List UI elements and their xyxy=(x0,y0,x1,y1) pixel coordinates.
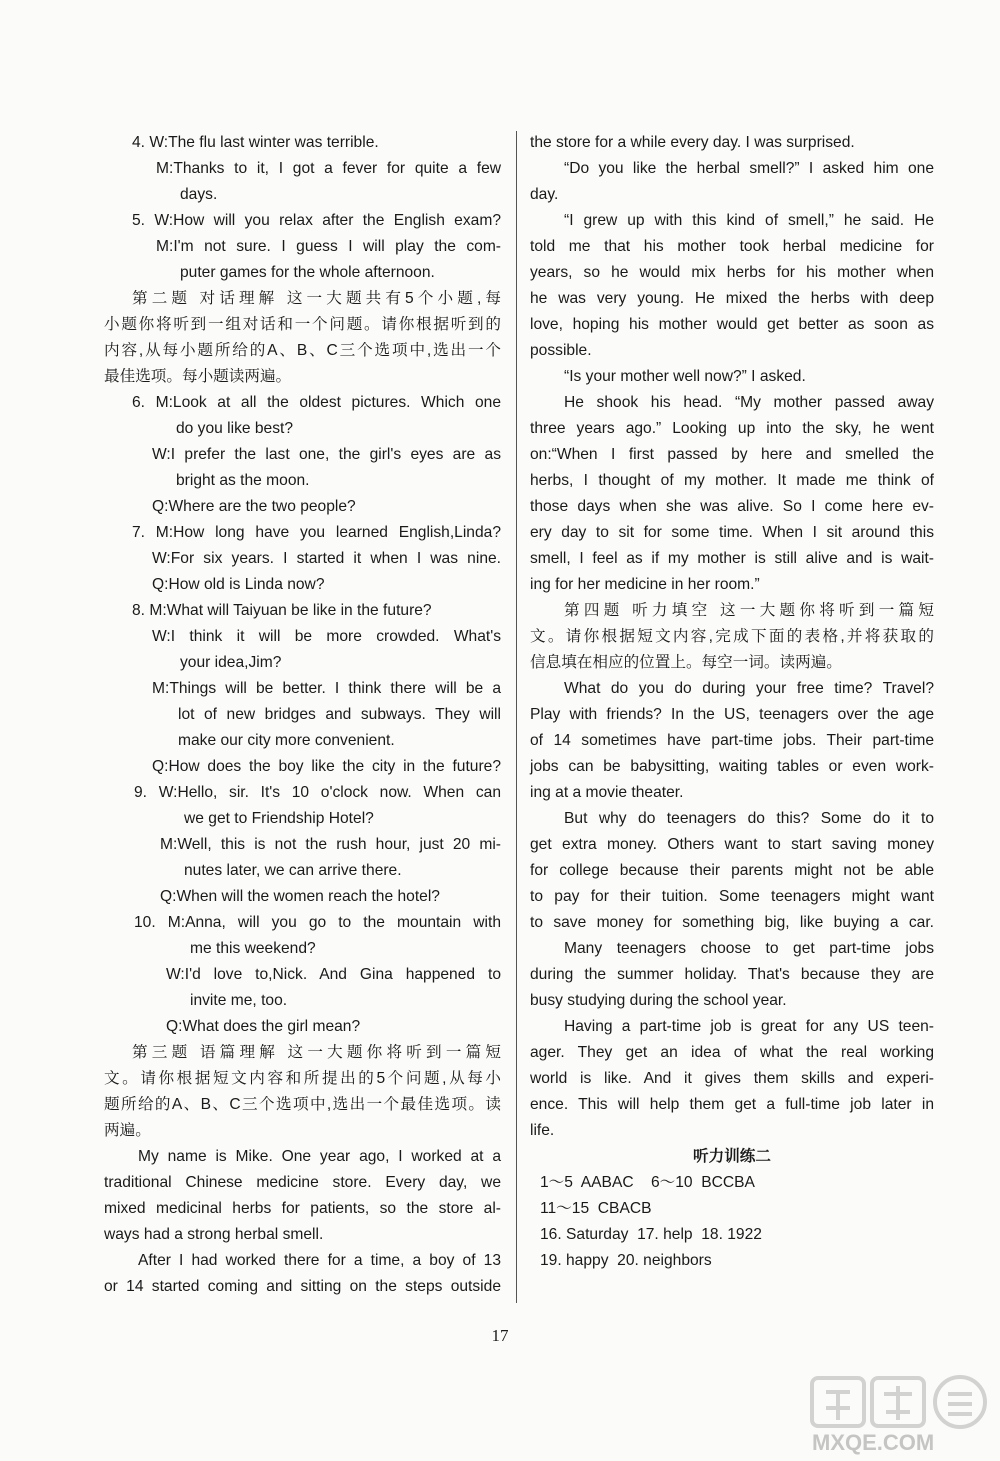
text-line: Q:What does the girl mean? xyxy=(166,1018,361,1035)
text-line: 最佳选项。每小题读两遍。 xyxy=(104,368,292,385)
text-line: 文。请你根据短文内容,完成下面的表格,并将获取的 xyxy=(530,628,934,645)
text-line: for college because their parents might not be able xyxy=(530,862,934,879)
text-line: 19. happy 20. neighbors xyxy=(540,1252,712,1269)
text-line: 两遍。 xyxy=(104,1122,151,1139)
text-line: 题所给的A、B、C三个选项中,选出一个最佳选项。读 xyxy=(104,1096,501,1113)
text-line: “I grew up with this kind of smell,” he said. He xyxy=(564,212,934,229)
text-line: 听力训练二 xyxy=(693,1148,771,1165)
text-line: M:Well, this is not the rush hour, just 20 mi- xyxy=(160,836,501,853)
text-line: or 14 started coming and sitting on the steps outside xyxy=(104,1278,501,1295)
text-line: your idea,Jim? xyxy=(180,654,282,671)
text-line: we get to Friendship Hotel? xyxy=(184,810,374,827)
text-line: herbs, I thought of my mother. It made me think of xyxy=(530,472,934,489)
text-line: 5. W:How will you relax after the English exam? xyxy=(132,212,501,229)
text-line: ence. This will help them get a full-time job later in xyxy=(530,1096,934,1113)
text-line: 6. M:Look at all the oldest pictures. Which one xyxy=(132,394,501,411)
text-line: Q:How old is Linda now? xyxy=(152,576,325,593)
text-line: ing at a movie theater. xyxy=(530,784,684,801)
text-line: to save money for something big, like buying a car. xyxy=(530,914,934,931)
text-line: 第二题 对话理解 这一大题共有5个小题,每 xyxy=(132,290,501,307)
text-line: 文。请你根据短文内容和所提出的5个问题,从每小 xyxy=(104,1070,501,1087)
text-line: busy studying during the school year. xyxy=(530,992,787,1009)
text-line: day. xyxy=(530,186,559,203)
text-line: 内容,从每小题所给的A、B、C三个选项中,选出一个 xyxy=(104,342,501,359)
text-line: during the summer holiday. That's because they are xyxy=(530,966,934,983)
text-line: he was very young. He mixed the herbs with deep xyxy=(530,290,934,307)
text-line: “Is your mother well now?” I asked. xyxy=(564,368,806,385)
text-line: 4. W:The flu last winter was terrible. xyxy=(132,134,379,151)
text-line: 8. M:What will Taiyuan be like in the future? xyxy=(132,602,432,619)
watermark-url: MXQE.COM xyxy=(812,1430,935,1455)
text-line: My name is Mike. One year ago, I worked at a xyxy=(138,1148,501,1165)
text-line: “Do you like the herbal smell?” I asked him one xyxy=(564,160,934,177)
text-line: 1～5 AABAC 6～10 BCCBA xyxy=(540,1174,755,1191)
text-line: those days when she was alive. So I come here ev- xyxy=(530,498,934,515)
text-line: three years ago.” Looking up into the sky, he went xyxy=(530,420,934,437)
text-line: smell, I feel as if my mother is still alive and is wait- xyxy=(530,550,934,567)
text-line: me this weekend? xyxy=(190,940,316,957)
text-line: world is like. And it gives them skills and experi- xyxy=(530,1070,934,1087)
text-line: get extra money. Others want to start saving money xyxy=(530,836,934,853)
text-line: bright as the moon. xyxy=(176,472,310,489)
text-line: lot of new bridges and subways. They will xyxy=(178,706,501,723)
text-line: 16. Saturday 17. help 18. 1922 xyxy=(540,1226,762,1243)
text-line: mixed medicinal herbs for patients, so the store al- xyxy=(104,1200,501,1217)
text-line: do you like best? xyxy=(176,420,294,437)
text-line: ery day to sit for some time. When I sit around this xyxy=(530,524,934,541)
text-line: 7. M:How long have you learned English,Linda? xyxy=(132,524,501,541)
text-line: M:I'm not sure. I guess I will play the com- xyxy=(156,238,501,255)
text-line: But why do teenagers do this? Some do it to xyxy=(564,810,934,827)
watermark-icon xyxy=(808,1372,994,1456)
text-line: jobs can be babysitting, waiting tables or even work- xyxy=(530,758,934,775)
text-line: to pay for their tuition. Some teenagers might want xyxy=(530,888,934,905)
text-line: ing for her medicine in her room.” xyxy=(530,576,760,593)
text-line: nutes later, we can arrive there. xyxy=(184,862,402,879)
column-divider xyxy=(516,131,517,1303)
text-line: Play with friends? In the US, teenagers over the age xyxy=(530,706,934,723)
text-line: ager. They get an idea of what the real working xyxy=(530,1044,934,1061)
text-line: Having a part-time job is great for any US teen- xyxy=(564,1018,934,1035)
text-line: Q:When will the women reach the hotel? xyxy=(160,888,440,905)
text-line: invite me, too. xyxy=(190,992,288,1009)
text-line: After I had worked there for a time, a boy of 13 xyxy=(138,1252,501,1269)
watermark-logo xyxy=(808,1372,994,1456)
text-line: Many teenagers choose to get part-time jobs xyxy=(564,940,934,957)
text-line: M:Thanks to it, I got a fever for quite a few xyxy=(156,160,501,177)
text-line: What do you do during your free time? Travel? xyxy=(564,680,934,697)
text-line: W:I'd love to,Nick. And Gina happened to xyxy=(166,966,501,983)
text-line: puter games for the whole afternoon. xyxy=(180,264,435,281)
right-column xyxy=(530,130,934,1274)
text-line: M:Things will be better. I think there will be a xyxy=(152,680,501,697)
left-column xyxy=(104,130,501,1300)
text-line: the store for a while every day. I was surprised. xyxy=(530,134,855,151)
text-line: 第四题 听力填空 这一大题你将听到一篇短 xyxy=(564,602,934,619)
text-line: ways had a strong herbal smell. xyxy=(104,1226,324,1243)
text-line: 小题你将听到一组对话和一个问题。请你根据听到的 xyxy=(104,316,501,333)
text-line: 10. M:Anna, will you go to the mountain with xyxy=(134,914,501,931)
text-line: Q:How does the boy like the city in the future? xyxy=(152,758,501,775)
text-line: He shook his head. “My mother passed away xyxy=(564,394,934,411)
text-line: love, hoping his mother would get better as soon as xyxy=(530,316,934,333)
text-line: 第三题 语篇理解 这一大题你将听到一篇短 xyxy=(132,1044,501,1061)
text-line: possible. xyxy=(530,342,592,359)
text-line: of 14 sometimes have part-time jobs. Their part-time xyxy=(530,732,934,749)
page-number: 17 xyxy=(491,1326,509,1345)
text-line: on:“When I first passed by here and smelled the xyxy=(530,446,934,463)
text-line: 11～15 CBACB xyxy=(540,1200,652,1217)
text-line: 信息填在相应的位置上。每空一词。读两遍。 xyxy=(530,654,842,671)
text-line: days. xyxy=(180,186,218,203)
text-line: W:I prefer the last one, the girl's eyes are as xyxy=(152,446,501,463)
text-line: 9. W:Hello, sir. It's 10 o'clock now. When can xyxy=(134,784,501,801)
text-line: make our city more convenient. xyxy=(178,732,395,749)
text-line: life. xyxy=(530,1122,555,1139)
text-line: W:For six years. I started it when I was nine. xyxy=(152,550,501,567)
text-line: traditional Chinese medicine store. Every day, we xyxy=(104,1174,501,1191)
text-line: told me that his mother took herbal medicine for xyxy=(530,238,934,255)
text-line: Q:Where are the two people? xyxy=(152,498,356,515)
text-line: years, so he would mix herbs for his mother when xyxy=(530,264,934,281)
text-line: W:I think it will be more crowded. What's xyxy=(152,628,501,645)
